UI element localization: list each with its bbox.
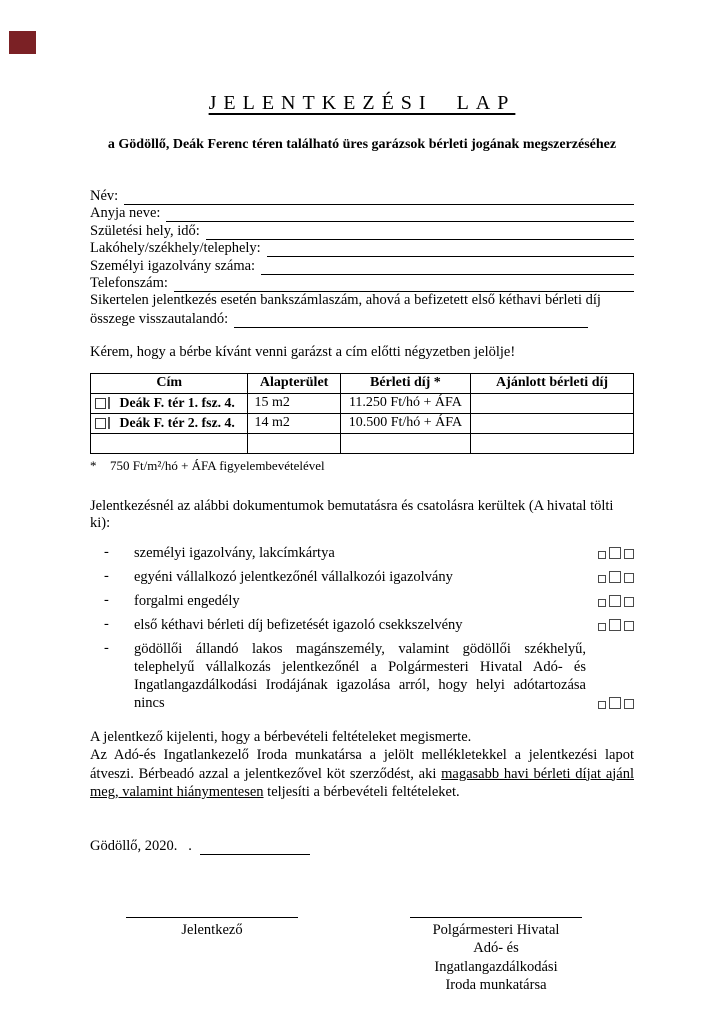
mother-name-label: Anyja neve: <box>90 205 161 221</box>
field-row-id-number <box>90 257 634 275</box>
header-fee: Bérleti díj * <box>340 373 470 393</box>
document-item-text: egyéni vállalkozó jelentkezőnél vállalkozói igazolvány <box>134 568 453 585</box>
office-checkbox[interactable] <box>598 551 606 559</box>
office-checkbox-group <box>598 697 634 709</box>
office-checkbox[interactable] <box>624 573 634 583</box>
field-row-residence <box>90 240 634 258</box>
office-checkbox-group <box>598 571 634 583</box>
office-checkbox[interactable] <box>609 595 621 607</box>
dash-bullet <box>104 616 134 634</box>
id-number-input-line[interactable] <box>261 261 634 275</box>
office-checkbox[interactable] <box>598 701 606 709</box>
footnote-text: 750 Ft/m²/hó + ÁFA figyelembevételével <box>110 457 325 473</box>
office-signature-label-2: Adó- és Ingatlangazdálkodási <box>434 940 558 975</box>
documents-heading: Jelentkezésnél az alábbi dokumentumok bemutatásra és csatolásra kerültek (A hivatal tölti ki): <box>90 497 614 531</box>
date-line <box>90 838 634 855</box>
dash-bullet <box>104 568 134 586</box>
corner-mark <box>9 31 36 54</box>
underlined-clause: magasabb havi bérleti díjat ajánl meg, valamint hiánymentesen <box>90 765 634 800</box>
phone-input-line[interactable] <box>174 278 634 292</box>
office-checkbox[interactable] <box>598 599 606 607</box>
field-row-bank-account <box>90 310 634 328</box>
garage-1-area: 15 m2 <box>254 395 290 410</box>
empty-cell <box>248 433 340 453</box>
bank-account-input-line[interactable] <box>234 314 588 328</box>
phone-label: Telefonszám: <box>90 275 168 291</box>
signature-applicant <box>126 917 298 995</box>
signature-office <box>410 917 582 995</box>
residence-label: Lakóhely/székhely/telephely: <box>90 240 261 256</box>
checkbox-cursor-mark <box>108 417 110 429</box>
header-address: Cím <box>91 373 248 393</box>
office-checkbox-group <box>598 595 634 607</box>
residence-input-line[interactable] <box>267 243 634 257</box>
id-number-label: Személyi igazolvány száma: <box>90 257 256 274</box>
office-checkbox-group <box>598 547 634 559</box>
document-item-text: forgalmi engedély <box>134 592 240 609</box>
office-checkbox[interactable] <box>609 619 621 631</box>
header-offered-fee: Ajánlott bérleti díj <box>471 373 634 393</box>
office-checkbox[interactable] <box>624 597 634 607</box>
empty-cell <box>91 433 248 453</box>
dash-bullet <box>104 640 134 712</box>
garage-1-fee: 11.250 Ft/hó + ÁFA <box>340 393 470 413</box>
garage-row-1 <box>91 393 634 413</box>
office-checkbox[interactable] <box>624 621 634 631</box>
field-row-phone <box>90 275 634 293</box>
document-item-tax-certificate <box>104 640 634 712</box>
page-title <box>90 92 634 115</box>
office-checkbox[interactable] <box>609 697 621 709</box>
dash-bullet <box>104 592 134 610</box>
empty-cell <box>471 433 634 453</box>
documents-list <box>90 544 634 712</box>
garage-table-header-row <box>91 373 634 393</box>
declaration-sentence-end: teljesíti a bérbevételi feltételeket. <box>263 784 460 800</box>
header-area: Alapterület <box>248 373 340 393</box>
field-row-mother-name <box>90 205 634 223</box>
declaration-paragraph <box>90 746 634 802</box>
document-item-entrepreneur-license <box>104 568 634 586</box>
garage-1-offered-fee-cell[interactable] <box>471 393 634 413</box>
garage-1-address: Deák F. tér 1. fsz. 4. <box>119 395 235 410</box>
selection-instruction: Kérem, hogy a bérbe kívánt venni garázst a cím előtti négyzetben jelölje! <box>90 343 516 360</box>
empty-cell <box>340 433 470 453</box>
office-signature-label-1: Polgármesteri Hivatal <box>432 921 560 938</box>
birth-input-line[interactable] <box>206 226 634 240</box>
garage-2-offered-fee-cell[interactable] <box>471 413 634 433</box>
document-item-vehicle-registration <box>104 592 634 610</box>
date-input-line[interactable] <box>200 841 310 855</box>
name-input-line[interactable] <box>124 191 634 205</box>
dash-bullet <box>104 544 134 562</box>
declaration-sentence-start: Az Adó-és Ingatlankezelő Iroda munkatársa a jelölt mellékletekkel a jelentkezési lapot átveszi. Bérbeadó azzal a jelentkezővel köt szerződést, aki <box>90 747 634 782</box>
document-item-text: személyi igazolvány, lakcímkártya <box>134 544 335 561</box>
office-checkbox-group <box>598 619 634 631</box>
page-subtitle: a Gödöllő, Deák Ferenc téren található üres garázsok bérleti jogának megszerzéséhez <box>107 137 617 152</box>
mother-name-input-line[interactable] <box>166 208 634 222</box>
garage-row-2 <box>91 413 634 433</box>
bank-account-info-text: Sikertelen jelentkezés esetén bankszámlaszám, ahová a befizetett első kéthavi bérleti díj <box>90 292 601 308</box>
applicant-signature-line[interactable] <box>126 917 298 919</box>
office-checkbox[interactable] <box>624 699 634 709</box>
document-item-text: első kéthavi bérleti díj befizetését igazoló csekkszelvény <box>134 616 463 633</box>
office-checkbox[interactable] <box>598 623 606 631</box>
office-checkbox[interactable] <box>609 571 621 583</box>
garage-2-checkbox[interactable] <box>95 418 106 429</box>
office-checkbox[interactable] <box>598 575 606 583</box>
footnote-marker: * <box>90 457 97 473</box>
date-prefix: Gödöllő, 2020. . <box>90 837 192 854</box>
garage-empty-row <box>91 433 634 453</box>
office-signature-line[interactable] <box>410 917 582 919</box>
office-signature-label-3: Iroda munkatársa <box>445 977 547 993</box>
document-item-payment-slip <box>104 616 634 634</box>
garage-2-address: Deák F. tér 2. fsz. 4. <box>119 415 235 430</box>
document-item-text: gödöllői állandó lakos magánszemély, valamint gödöllői székhelyű, telephelyű vállalkozás jelentkezőnél a Polgármesteri Hivatal Adó- és Ingatlangazdálkodási Irodájának igazolása arról, hogy helyi adótartozása nincs <box>134 640 586 711</box>
fee-footnote <box>90 458 634 474</box>
declaration-line-1: A jelentkező kijelenti, hogy a bérbevételi feltételeket megismerte. <box>90 728 472 745</box>
office-checkbox[interactable] <box>624 549 634 559</box>
applicant-signature-label: Jelentkező <box>181 921 243 938</box>
signature-section <box>90 917 634 995</box>
office-checkbox[interactable] <box>609 547 621 559</box>
page-title-text: JELENTKEZÉSI LAP <box>208 92 516 114</box>
name-label: Név: <box>90 187 119 204</box>
checkbox-cursor-mark <box>108 397 110 409</box>
garage-table <box>90 373 634 454</box>
garage-2-fee: 10.500 Ft/hó + ÁFA <box>340 413 470 433</box>
bank-account-label: összege visszautalandó: <box>90 310 229 327</box>
document-item-id-card <box>104 544 634 562</box>
field-row-name <box>90 187 634 205</box>
birth-label: Születési hely, idő: <box>90 222 200 239</box>
garage-1-checkbox[interactable] <box>95 398 106 409</box>
declaration-block <box>90 728 634 802</box>
field-row-birth <box>90 222 634 240</box>
garage-2-area: 14 m2 <box>254 415 290 430</box>
personal-fields <box>90 187 634 328</box>
